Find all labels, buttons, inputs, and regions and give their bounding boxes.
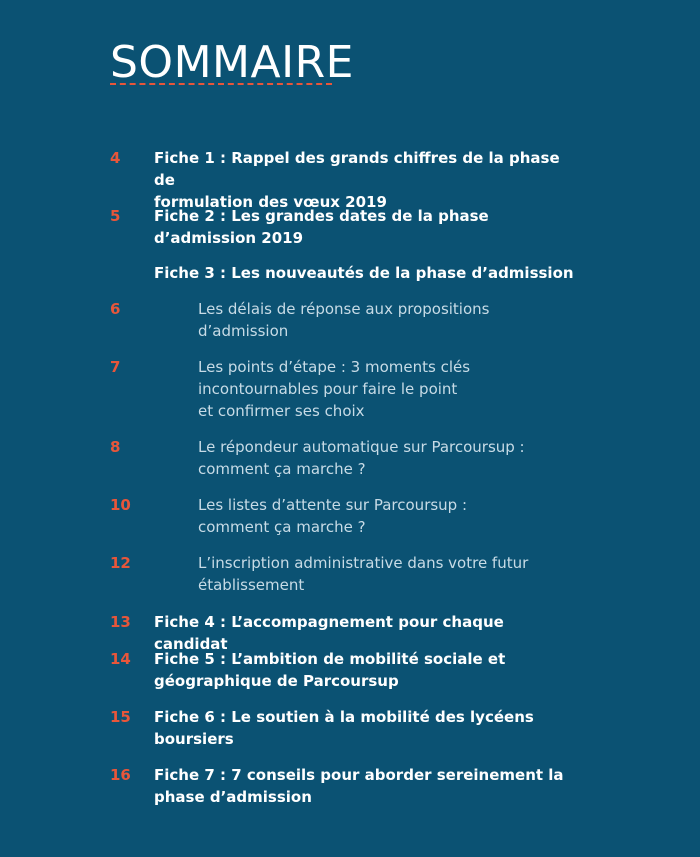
toc-entry-title bbox=[154, 706, 574, 750]
toc-entry-title bbox=[198, 494, 558, 538]
toc-entry-title bbox=[198, 552, 558, 596]
toc-page-number: 12 bbox=[110, 554, 131, 572]
page-title: SOMMAIRE bbox=[110, 37, 354, 88]
toc-line: Le répondeur automatique sur Parcoursup : bbox=[198, 438, 525, 456]
toc-line: Fiche 3 : Les nouveautés de la phase d’admission bbox=[154, 264, 574, 282]
toc-line: géographique de Parcoursup bbox=[154, 672, 399, 690]
toc-line: L’inscription administrative dans votre futur bbox=[198, 554, 529, 572]
toc-line: établissement bbox=[198, 576, 305, 594]
toc-page-number: 8 bbox=[110, 438, 121, 456]
toc-page-number: 4 bbox=[110, 149, 121, 167]
toc-line: incontournables pour faire le point bbox=[198, 380, 458, 398]
toc-entry-title bbox=[154, 648, 574, 692]
toc-line: phase d’admission bbox=[154, 788, 312, 806]
toc-page-number: 15 bbox=[110, 708, 131, 726]
toc-line: Fiche 6 : Le soutien à la mobilité des lycéens bbox=[154, 708, 534, 726]
toc-page-number: 10 bbox=[110, 496, 131, 514]
toc-page-number: 5 bbox=[110, 207, 121, 225]
toc-entry-title bbox=[198, 298, 558, 342]
toc-line: d’admission 2019 bbox=[154, 229, 304, 247]
toc-line: Fiche 7 : 7 conseils pour aborder sereinement la bbox=[154, 766, 564, 784]
toc-line: Fiche 4 : L’accompagnement pour chaque candidat bbox=[154, 613, 504, 653]
toc-line: et confirmer ses choix bbox=[198, 402, 365, 420]
toc-page-number: 7 bbox=[110, 358, 121, 376]
title-underline bbox=[110, 83, 332, 85]
toc-entry-title bbox=[154, 147, 574, 213]
toc-line: formulation des vœux 2019 bbox=[154, 193, 387, 211]
toc-line: Les points d’étape : 3 moments clés bbox=[198, 358, 471, 376]
toc-line: Fiche 1 : Rappel des grands chiffres de la phase de bbox=[154, 149, 560, 189]
toc-page-number: 13 bbox=[110, 613, 131, 631]
toc-line: Les listes d’attente sur Parcoursup : bbox=[198, 496, 468, 514]
toc-page-number: 6 bbox=[110, 300, 121, 318]
toc-line: Fiche 5 : L’ambition de mobilité sociale et bbox=[154, 650, 506, 668]
toc-entry-title bbox=[154, 764, 574, 808]
toc-line: boursiers bbox=[154, 730, 234, 748]
toc-line: comment ça marche ? bbox=[198, 460, 366, 478]
toc-page-number: 14 bbox=[110, 650, 131, 668]
toc-line: Les délais de réponse aux propositions bbox=[198, 300, 490, 318]
toc-line: Fiche 2 : Les grandes dates de la phase bbox=[154, 207, 489, 225]
toc-line: comment ça marche ? bbox=[198, 518, 366, 536]
toc-entry-title bbox=[154, 262, 574, 284]
toc-entry-title bbox=[154, 205, 574, 249]
toc-line: d’admission bbox=[198, 322, 289, 340]
toc-entry-title bbox=[198, 356, 558, 422]
toc-page-number: 16 bbox=[110, 766, 131, 784]
toc-entry-title bbox=[198, 436, 558, 480]
